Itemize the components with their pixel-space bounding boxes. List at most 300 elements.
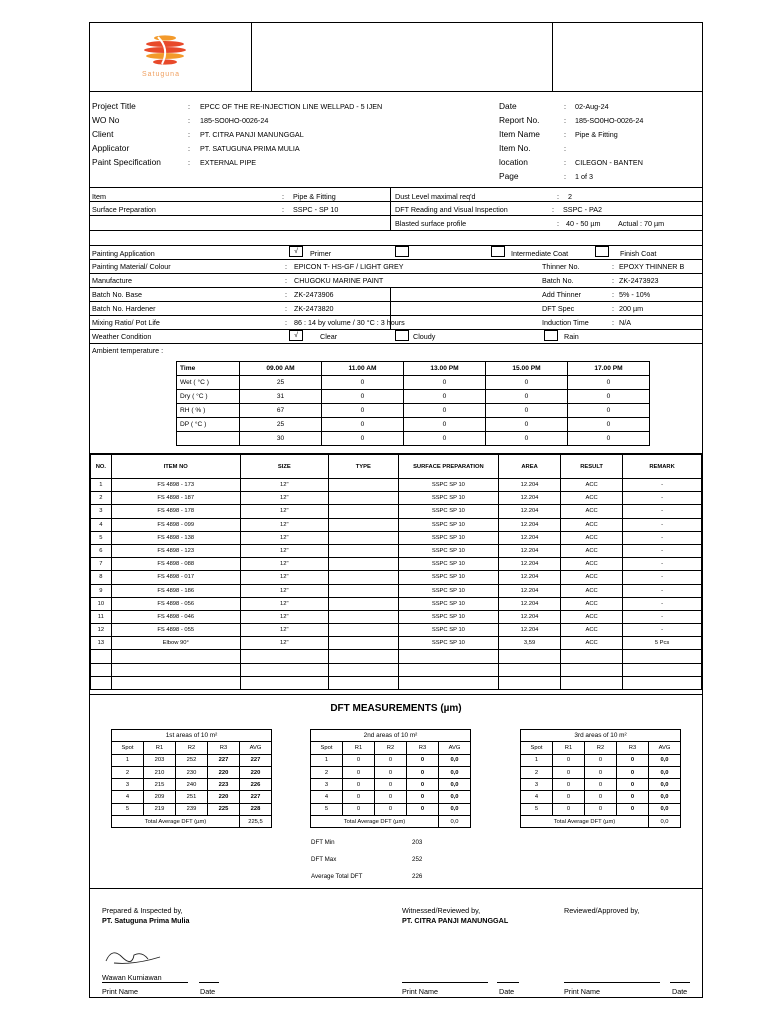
weather-cell: 0	[322, 432, 404, 446]
items-cell: SSPC SP 10	[398, 558, 498, 571]
weather-cell	[177, 432, 240, 446]
items-cell	[91, 663, 112, 676]
header-colon: :	[188, 158, 190, 167]
weather-cell: 0	[486, 432, 568, 446]
items-cell: 12"	[240, 479, 328, 492]
items-cell: 12.204	[499, 558, 561, 571]
batch-hardener-colon: :	[285, 304, 287, 313]
dft-caption: 1st areas of 10 m²	[112, 730, 272, 742]
items-cell	[328, 505, 398, 518]
dft-cell: 0	[553, 791, 585, 803]
items-cell: 7	[91, 558, 112, 571]
clear-checkbox[interactable]: √	[289, 330, 303, 341]
dft-cell: 0	[553, 779, 585, 791]
dft-cell: 0	[407, 754, 439, 766]
header-label: Date	[499, 101, 517, 111]
items-cell: 12.204	[499, 544, 561, 557]
weather-row	[177, 432, 650, 446]
items-cell: 12.204	[499, 610, 561, 623]
dft-cell: 0	[375, 754, 407, 766]
batch-base-value: ZK-2473906	[294, 290, 334, 299]
finish-checkbox[interactable]	[595, 246, 609, 257]
cloudy-checkbox[interactable]	[395, 330, 409, 341]
print-name-label-2: Print Name	[402, 987, 438, 996]
items-cell: 1	[91, 479, 112, 492]
header-colon: :	[564, 130, 566, 139]
dft-spec-colon: :	[612, 304, 614, 313]
dft-header-row	[112, 742, 272, 754]
header-value: CILEGON - BANTEN	[575, 158, 643, 167]
items-cell: 6	[91, 544, 112, 557]
weather-cell: 31	[240, 390, 322, 404]
header-label: Paint Specification	[92, 157, 161, 167]
items-cell: -	[623, 479, 702, 492]
items-cell	[111, 676, 240, 689]
dft-cell: 0,0	[649, 754, 681, 766]
items-cell: 13	[91, 637, 112, 650]
thinner-value: EPOXY THINNER B	[619, 262, 685, 271]
dft-row	[112, 803, 272, 815]
items-cell: 12.204	[499, 571, 561, 584]
header-label: Applicator	[92, 143, 130, 153]
dft-reading-value: SSPC - PA2	[563, 205, 603, 214]
items-cell: FS 4898 - 123	[111, 544, 240, 557]
weather-cell: 0	[404, 404, 486, 418]
items-cell: ACC	[561, 558, 623, 571]
header-value: EPCC OF THE RE-INJECTION LINE WELLPAD - 5 IJEN	[200, 102, 383, 111]
items-cell: ACC	[561, 479, 623, 492]
dft-cell: 2	[521, 766, 553, 778]
blast-profile-label: Blasted surface profile	[395, 219, 467, 228]
dft-cell: 0	[343, 803, 375, 815]
surface-prep-label: Surface Preparation	[92, 205, 156, 214]
items-header-cell: SURFACE PREPARATION	[398, 455, 498, 479]
dft-cell: 0	[343, 779, 375, 791]
items-cell	[561, 663, 623, 676]
company-logo	[132, 31, 202, 83]
report-page	[89, 22, 703, 998]
items-cell: FS 4898 - 178	[111, 505, 240, 518]
prepared-label: Prepared & Inspected by,	[102, 906, 183, 915]
weather-table-wrap	[176, 361, 650, 446]
table-row	[91, 518, 702, 531]
manufacture-label: Manufacture	[92, 276, 132, 285]
items-cell: SSPC SP 10	[398, 584, 498, 597]
prepared-name: Wawan Kurniawan	[102, 973, 162, 982]
header-colon: :	[188, 102, 190, 111]
dft-cell: 220	[208, 766, 240, 778]
dft-cell: 0	[407, 779, 439, 791]
dft-cell: 0	[375, 791, 407, 803]
dft-cell: 1	[112, 754, 144, 766]
items-cell	[328, 571, 398, 584]
items-cell: Elbow 90°	[111, 637, 240, 650]
header-label: Page	[499, 171, 519, 181]
items-cell: -	[623, 492, 702, 505]
dft-summary-value: 203	[412, 839, 423, 846]
items-cell: -	[623, 584, 702, 597]
items-cell: 12"	[240, 637, 328, 650]
header-colon: :	[188, 130, 190, 139]
dft-cell: 220	[208, 791, 240, 803]
items-cell: ACC	[561, 518, 623, 531]
dft-table	[520, 729, 681, 828]
dft-cell: 0	[375, 803, 407, 815]
dft-cell: 0	[585, 754, 617, 766]
items-cell	[398, 676, 498, 689]
items-cell	[91, 676, 112, 689]
items-cell	[328, 610, 398, 623]
dft-header-row	[311, 742, 471, 754]
items-cell: 12.204	[499, 505, 561, 518]
batch-no-label: Batch No.	[542, 276, 574, 285]
items-cell: ACC	[561, 492, 623, 505]
dft-header-cell: Spot	[112, 742, 144, 754]
dft-header-cell: R1	[553, 742, 585, 754]
blast-profile-value: 40 - 50 µm	[566, 219, 601, 228]
weather-header-cell: Time	[177, 362, 240, 376]
batch-no-value: ZK-2473923	[619, 276, 659, 285]
dft-summary-label: Average Total DFT	[311, 873, 363, 880]
dft-table	[310, 729, 471, 828]
dft-summary-label: DFT Max	[311, 856, 337, 863]
items-cell	[328, 544, 398, 557]
items-cell: 12	[91, 624, 112, 637]
dft-total-row	[521, 816, 681, 828]
dft-cell: 3	[521, 779, 553, 791]
weather-header-cell: 11.00 AM	[322, 362, 404, 376]
dft-summary-value: 226	[412, 873, 423, 880]
weather-table	[176, 361, 650, 446]
dft-cell: 252	[176, 754, 208, 766]
header-value: 1 of 3	[575, 172, 593, 181]
items-cell: SSPC SP 10	[398, 492, 498, 505]
table-row	[91, 479, 702, 492]
items-cell	[328, 624, 398, 637]
item-colon: :	[282, 192, 284, 201]
painting-application-label: Painting Application	[92, 249, 155, 258]
dft-header-cell: R2	[375, 742, 407, 754]
weather-row	[177, 376, 650, 390]
header-value: 185-SO0HO-0026-24	[575, 116, 644, 125]
dft-cell: 4	[311, 791, 343, 803]
items-table	[90, 454, 702, 690]
dft-cell: 0	[585, 766, 617, 778]
items-cell: -	[623, 610, 702, 623]
dft-spec-label: DFT Spec	[542, 304, 575, 313]
weather-cell: RH ( % )	[177, 404, 240, 418]
dft-cell: 227	[208, 754, 240, 766]
add-thinner-colon: :	[612, 290, 614, 299]
items-cell: 3,59	[499, 637, 561, 650]
batch-hardener-label: Batch No. Hardener	[92, 304, 156, 313]
items-cell: 12"	[240, 558, 328, 571]
items-cell	[328, 584, 398, 597]
batch-base-colon: :	[285, 290, 287, 299]
items-cell: 12.204	[499, 624, 561, 637]
dft-area-2	[310, 729, 471, 828]
items-cell	[623, 676, 702, 689]
cloudy-label: Cloudy	[413, 332, 436, 341]
dft-cell: 3	[112, 779, 144, 791]
weather-cell: Dry ( °C )	[177, 390, 240, 404]
dft-area-1	[111, 729, 272, 828]
dft-summary-label: DFT Min	[311, 839, 335, 846]
items-cell: 12.204	[499, 584, 561, 597]
signature-drawing	[104, 945, 164, 972]
items-cell: 12.204	[499, 479, 561, 492]
header-label: WO No	[92, 115, 120, 125]
print-name-label-1: Print Name	[102, 987, 138, 996]
material-label: Painting Material/ Colour	[92, 262, 171, 271]
table-row	[91, 558, 702, 571]
dft-cell: 0,0	[649, 779, 681, 791]
dft-cell: 0	[343, 791, 375, 803]
item-value: Pipe & Fitting	[293, 192, 336, 201]
material-colon: :	[285, 262, 287, 271]
items-cell: 12.204	[499, 518, 561, 531]
items-cell: 12"	[240, 610, 328, 623]
dft-cell: 0,0	[439, 754, 471, 766]
weather-cell: 0	[568, 390, 650, 404]
dft-cell: 5	[521, 803, 553, 815]
dft-summary-value: 252	[412, 856, 423, 863]
items-cell: SSPC SP 10	[398, 610, 498, 623]
weather-cell: 0	[568, 404, 650, 418]
logo-mark-icon	[132, 31, 202, 75]
manufacture-colon: :	[285, 276, 287, 285]
dft-cell: 210	[144, 766, 176, 778]
manufacture-value: CHUGOKU MARINE PAINT	[294, 276, 384, 285]
dft-cell: 209	[144, 791, 176, 803]
dft-cell: 2	[311, 766, 343, 778]
dft-cell: 0	[617, 754, 649, 766]
header-value: 02-Aug-24	[575, 102, 609, 111]
batch-base-label: Batch No. Base	[92, 290, 142, 299]
dft-row	[112, 754, 272, 766]
dft-cell: 0,0	[439, 779, 471, 791]
header-value: PT. SATUGUNA PRIMA MULIA	[200, 144, 300, 153]
table-row	[91, 597, 702, 610]
mixing-colon: :	[285, 318, 287, 327]
dft-cell: 0	[343, 766, 375, 778]
items-cell: ACC	[561, 584, 623, 597]
items-cell: FS 4898 - 186	[111, 584, 240, 597]
items-cell	[111, 650, 240, 663]
table-row	[91, 610, 702, 623]
dft-cell: 0	[375, 779, 407, 791]
dft-cell: 0	[407, 803, 439, 815]
dft-row	[112, 779, 272, 791]
dft-header-cell: R2	[176, 742, 208, 754]
induction-label: Induction Time	[542, 318, 589, 327]
dft-cell: 5	[112, 803, 144, 815]
induction-value: N/A	[619, 318, 631, 327]
table-row	[91, 663, 702, 676]
weather-cell: 0	[322, 376, 404, 390]
dft-cell: 228	[240, 803, 272, 815]
dft-total-label: Total Average DFT (µm)	[521, 816, 649, 828]
items-cell: SSPC SP 10	[398, 597, 498, 610]
dft-cell: 0,0	[439, 791, 471, 803]
dft-cell: 0	[553, 766, 585, 778]
weather-cell: 0	[486, 418, 568, 432]
items-cell: FS 4898 - 055	[111, 624, 240, 637]
weather-header-cell: 13.00 PM	[404, 362, 486, 376]
dft-area-3	[520, 729, 681, 828]
dft-total-value: 225,5	[240, 816, 272, 828]
items-header-cell: TYPE	[328, 455, 398, 479]
items-cell: ACC	[561, 544, 623, 557]
weather-cell: 67	[240, 404, 322, 418]
items-cell: 12"	[240, 505, 328, 518]
dft-total-label: Total Average DFT (µm)	[311, 816, 439, 828]
dft-cell: 227	[240, 754, 272, 766]
dft-cell: 0	[343, 754, 375, 766]
weather-cell: 25	[240, 376, 322, 390]
header-label: Report No.	[499, 115, 540, 125]
items-cell	[328, 597, 398, 610]
items-cell: SSPC SP 10	[398, 531, 498, 544]
dft-cell: 223	[208, 779, 240, 791]
dft-cell: 230	[176, 766, 208, 778]
dft-total-label: Total Average DFT (µm)	[112, 816, 240, 828]
dft-caption: 3rd areas of 10 m²	[521, 730, 681, 742]
thinner-label: Thinner No.	[542, 262, 580, 271]
header-colon: :	[188, 116, 190, 125]
intermediate-checkbox[interactable]	[491, 246, 505, 257]
items-cell	[623, 663, 702, 676]
weather-cell: DP ( °C )	[177, 418, 240, 432]
items-cell: FS 4898 - 187	[111, 492, 240, 505]
items-cell	[398, 663, 498, 676]
dft-cell: 0	[407, 791, 439, 803]
weather-cell: 0	[322, 390, 404, 404]
item-label: Item	[92, 192, 106, 201]
dft-cell: 4	[521, 791, 553, 803]
items-cell	[499, 676, 561, 689]
weather-header-cell: 15.00 PM	[486, 362, 568, 376]
items-cell: ACC	[561, 624, 623, 637]
items-cell	[499, 650, 561, 663]
weather-cell: 25	[240, 418, 322, 432]
items-cell: -	[623, 571, 702, 584]
items-cell	[328, 479, 398, 492]
dft-cell: 203	[144, 754, 176, 766]
weather-row	[177, 404, 650, 418]
items-cell: FS 4898 - 088	[111, 558, 240, 571]
header-colon: :	[564, 102, 566, 111]
items-cell: SSPC SP 10	[398, 624, 498, 637]
weather-cell: 0	[486, 404, 568, 418]
dft-cell: 0,0	[649, 803, 681, 815]
dft-row	[311, 779, 471, 791]
finish-label: Finish Coat	[620, 249, 657, 258]
items-cell: SSPC SP 10	[398, 479, 498, 492]
items-cell: 4	[91, 518, 112, 531]
items-cell: 10	[91, 597, 112, 610]
print-name-label-3: Print Name	[564, 987, 600, 996]
table-row	[91, 505, 702, 518]
items-cell: 8	[91, 571, 112, 584]
items-cell: 11	[91, 610, 112, 623]
dft-header-cell: R2	[585, 742, 617, 754]
weather-cell: 0	[322, 404, 404, 418]
dft-header-cell: R3	[407, 742, 439, 754]
items-cell: SSPC SP 10	[398, 505, 498, 518]
header-colon: :	[564, 172, 566, 181]
dft-cell: 0,0	[439, 803, 471, 815]
items-header-cell: NO.	[91, 455, 112, 479]
items-cell: 5	[91, 531, 112, 544]
items-cell	[328, 637, 398, 650]
header-label: Project Title	[92, 101, 136, 111]
table-row	[91, 544, 702, 557]
dft-cell: 4	[112, 791, 144, 803]
add-thinner-value: 5% - 10%	[619, 290, 651, 299]
weather-header-cell: 09.00 AM	[240, 362, 322, 376]
items-cell	[240, 676, 328, 689]
items-cell: 12"	[240, 571, 328, 584]
dft-cell: 226	[240, 779, 272, 791]
dft-row	[521, 766, 681, 778]
rain-checkbox[interactable]	[544, 330, 558, 341]
items-cell	[328, 531, 398, 544]
header-value: Pipe & Fitting	[575, 130, 618, 139]
dft-cell: 5	[311, 803, 343, 815]
dft-cell: 0,0	[649, 791, 681, 803]
primer-checkbox[interactable]: √	[289, 246, 303, 257]
dft-cell: 0	[375, 766, 407, 778]
header-colon: :	[188, 144, 190, 153]
approved-label: Reviewed/Approved by,	[564, 906, 640, 915]
blank-checkbox[interactable]	[395, 246, 409, 257]
items-header-cell: SIZE	[240, 455, 328, 479]
table-row	[91, 571, 702, 584]
items-cell: -	[623, 544, 702, 557]
items-cell: 12.204	[499, 531, 561, 544]
dft-row	[311, 803, 471, 815]
dft-cell: 0	[585, 779, 617, 791]
weather-cell: 0	[486, 390, 568, 404]
items-cell: 12"	[240, 597, 328, 610]
header-label: Item Name	[499, 129, 540, 139]
items-cell: SSPC SP 10	[398, 544, 498, 557]
dft-row	[521, 803, 681, 815]
items-cell: 5 Pcs	[623, 637, 702, 650]
header-colon: :	[564, 116, 566, 125]
dft-header-cell: AVG	[439, 742, 471, 754]
dust-value: 2	[568, 192, 572, 201]
handwritten-signature-icon	[104, 945, 164, 967]
items-cell: FS 4898 - 017	[111, 571, 240, 584]
items-cell	[328, 492, 398, 505]
date-label-3: Date	[672, 987, 688, 996]
weather-cell: 0	[404, 418, 486, 432]
batch-hardener-value: ZK-2473820	[294, 304, 334, 313]
dft-header-cell: AVG	[240, 742, 272, 754]
dft-cell: 227	[240, 791, 272, 803]
dft-cell: 240	[176, 779, 208, 791]
table-row	[91, 531, 702, 544]
dft-cell: 0	[617, 791, 649, 803]
dft-row	[311, 791, 471, 803]
items-cell	[561, 650, 623, 663]
add-thinner-label: Add Thinner	[542, 290, 582, 299]
weather-cell: 0	[486, 376, 568, 390]
dft-cell: 0	[617, 766, 649, 778]
items-cell: FS 4898 - 138	[111, 531, 240, 544]
